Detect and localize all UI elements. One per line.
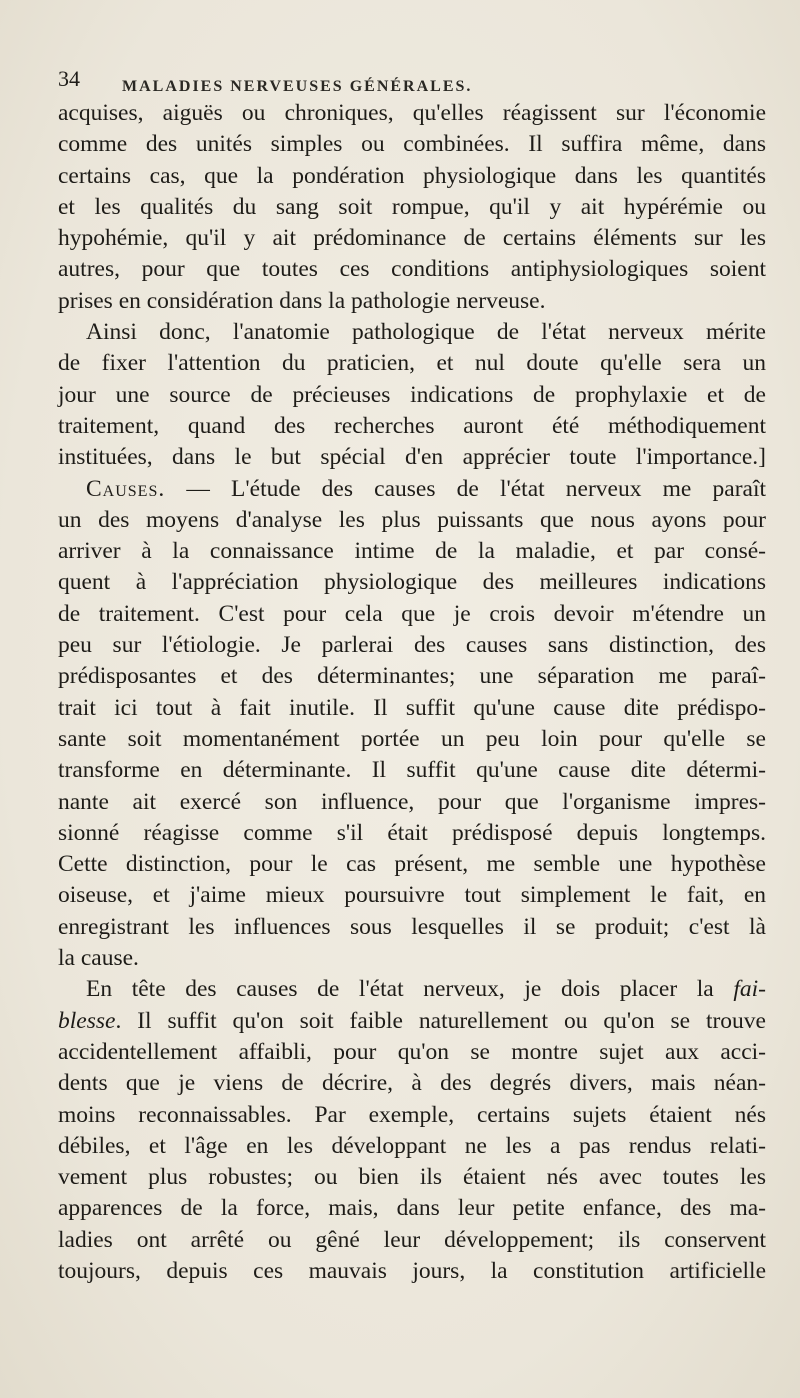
emphasis-word: blesse	[58, 1007, 116, 1034]
text-line: de traitement. C'est pour cela que je crois devoir m'étendre un	[58, 600, 766, 627]
text-line: nante ait exercé son influence, pour que l'organisme impres-	[58, 788, 766, 815]
text-line: arriver à la connaissance intime de la maladie, et par consé-	[58, 538, 766, 565]
text-line: — L'étude des causes de l'état nerveux me paraît	[186, 475, 767, 502]
text-line: hypohémie, qu'il y ait prédominance de certains éléments sur les	[58, 225, 766, 252]
text-line: de fixer l'attention du praticien, et nul doute qu'elle sera un	[58, 350, 766, 377]
text-fragment: . Il suffit qu'on soit faible naturellement ou qu'on se trouve	[115, 1007, 766, 1034]
emphasis-word: fai-	[733, 976, 766, 1003]
text-line: quent à l'appréciation physiologique des meilleures indications	[58, 569, 766, 596]
text-line: peu sur l'étiologie. Je parlerai des causes sans distinction, des	[58, 632, 766, 659]
text-line: dents que je viens de décrire, à des degrés divers, mais néan-	[58, 1070, 766, 1097]
text-line: vement plus robustes; ou bien ils étaient nés avec toutes les	[58, 1164, 766, 1191]
text-fragment: En tête des causes de l'état nerveux, je dois placer la	[86, 976, 714, 1003]
text-line: traitement, quand des recherches auront été méthodiquement	[58, 412, 766, 439]
text-line: accidentellement affaibli, pour qu'on se montre sujet aux acci-	[58, 1038, 766, 1065]
text-line: Cette distinction, pour le cas présent, me semble une hypothèse	[58, 851, 766, 878]
text-line: acquises, aiguës ou chroniques, qu'elles réagissent sur l'économie	[58, 100, 766, 126]
text-line: toujours, depuis ces mauvais jours, la constitution artificielle	[58, 1257, 766, 1284]
text-line: trait ici tout à fait inutile. Il suffit qu'une cause dite prédispo-	[58, 694, 766, 721]
text-line: jour une source de précieuses indications de prophylaxie et de	[58, 381, 766, 408]
body-text	[58, 98, 766, 1287]
text-line: enregistrant les influences sous lesquelles il se produit; c'est là	[58, 913, 766, 940]
running-title: MALADIES NERVEUSES GÉNÉRALES.	[122, 78, 473, 95]
text-line: transforme en déterminante. Il suffit qu'une cause dite détermi-	[58, 757, 766, 784]
text-line: instituées, dans le but spécial d'en apprécier toute l'importance.]	[58, 444, 766, 471]
text-line: ladies ont arrêté ou gêné leur développement; ils conservent	[58, 1226, 766, 1253]
text-line: la cause.	[58, 945, 139, 972]
text-line: un des moyens d'analyse les plus puissants que nous ayons pour	[58, 506, 766, 533]
text-line: prédisposantes et des déterminantes; une séparation me paraî-	[58, 663, 766, 690]
section-heading-causes: Causes.	[86, 475, 166, 502]
text-line: prises en considération dans la pathologie nerveuse.	[58, 287, 546, 314]
page-number: 34	[58, 66, 80, 91]
text-line: et les qualités du sang soit rompue, qu'il y ait hypérémie ou	[58, 193, 766, 220]
text-line: comme des unités simples ou combinées. Il suffira même, dans	[58, 131, 766, 158]
text-line	[58, 1006, 766, 1037]
text-line: Ainsi donc, l'anatomie pathologique de l'état nerveux mérite	[86, 319, 766, 346]
text-line: sionné réagisse comme s'il était prédisposé depuis longtemps.	[58, 819, 766, 846]
text-line: certains cas, que la pondération physiologique dans les quantités	[58, 162, 766, 189]
text-line	[58, 974, 766, 1005]
text-line: débiles, et l'âge en les développant ne les a pas rendus relati-	[58, 1132, 766, 1159]
text-line: oiseuse, et j'aime mieux poursuivre tout simplement le fait, en	[58, 882, 766, 909]
causes-paragraph-start	[58, 474, 766, 505]
text-line: apparences de la force, mais, dans leur petite enfance, des ma-	[58, 1195, 766, 1222]
text-line: sante soit momentanément portée un peu loin pour qu'elle se	[58, 725, 766, 752]
text-line: autres, pour que toutes ces conditions antiphysiologiques soient	[58, 256, 766, 283]
text-line: moins reconnaissables. Par exemple, certains sujets étaient nés	[58, 1101, 766, 1128]
